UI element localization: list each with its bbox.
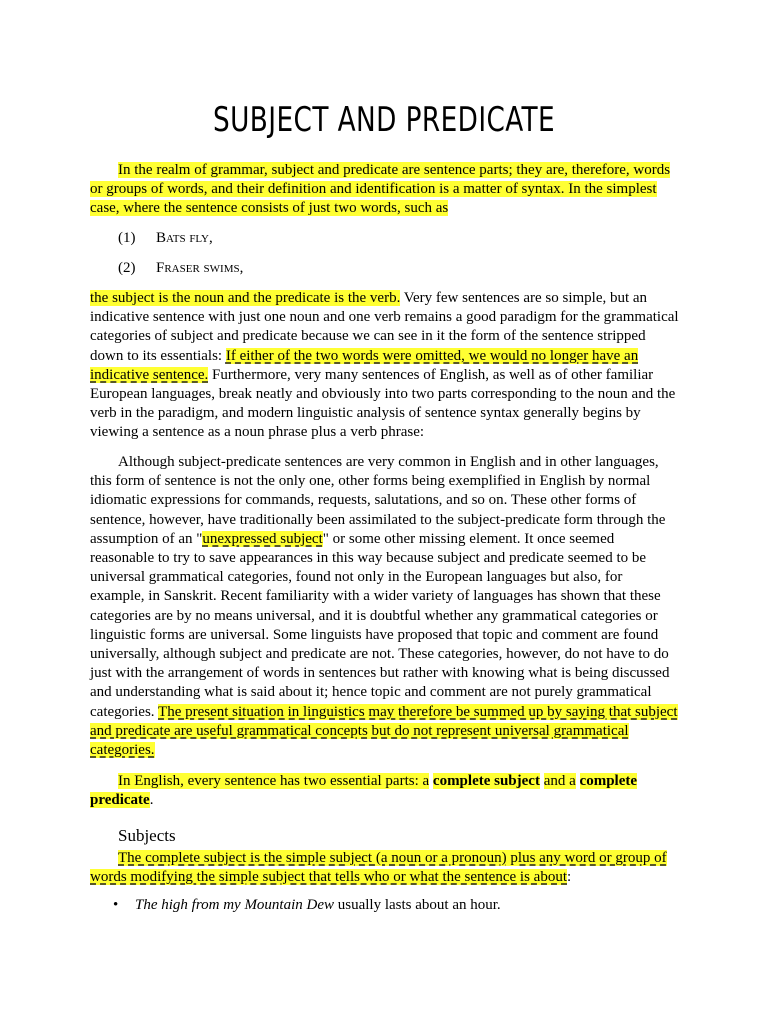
highlighted-text: the subject is the noun and the predicate is the verb. (90, 290, 401, 306)
bullet-icon: • (113, 897, 119, 913)
bullet-item (113, 897, 501, 914)
page-title: SUBJECT AND PREDICATE (212, 100, 556, 140)
body-text: . (149, 792, 154, 809)
italic-text: The high from my Mountain Dew (135, 897, 335, 913)
highlighted-underlined-text: If either of the two words were omitted, we would no longer have an indicative sentence. (90, 347, 639, 383)
bold-term: complete predicate (90, 773, 638, 809)
paragraph-four (90, 772, 680, 810)
example-1 (118, 230, 213, 247)
paragraph-intro (90, 161, 680, 219)
highlighted-underlined-text: The present situation in linguistics may therefore be summed up by saying that subject and predicate are useful grammatical concepts but do not represent universal grammatical categories. (90, 703, 678, 759)
body-text: Furthermore, very many sentences of English, as well as of other familiar European languages, break neatly and obviously into two parts corresponding to the noun and the verb in the paradigm, and modern linguistic analysis of sentence syntax generally begins by viewing a sentence as a noun phrase plus a verb phrase: (90, 366, 676, 441)
paragraph-five (90, 849, 680, 887)
highlighted-text: In the realm of grammar, subject and predicate are sentence parts; they are, therefore, words or groups of words, and their definition and identification is a matter of syntax. In the simplest case, where the sentence consists of just two words, such as (90, 162, 671, 217)
paragraph-three (90, 453, 680, 760)
highlighted-text: and a (543, 773, 576, 789)
bold-term: complete subject (432, 773, 540, 789)
example-2 (118, 260, 243, 277)
highlighted-underlined-text: unexpressed subject (202, 530, 323, 547)
highlighted-text: In English, every sentence has two essential parts: a (118, 773, 430, 789)
body-text: usually lasts about an hour. (334, 897, 501, 913)
body-text: Although subject-predicate sentences are very common in English and in other languages, this form of sentence is not the only one, other forms being exemplified in English by normal idiomatic expressions for commands, requests, salutations, and so on. These other forms of sentence, however, have traditionally been assimilated to the subject-predicate form through the assumption of an " (90, 454, 666, 547)
section-heading: Subjects (118, 826, 176, 845)
example-number: (1) (118, 230, 136, 246)
example-text: Fraser swims, (156, 260, 244, 276)
body-text: " or some other missing element. It once seemed reasonable to try to save appearances in this way because subject and predicate seemed to be universal grammatical categories, found not only in the European languages but also, for example, in Sanskrit. Recent familiarity with a wider variety of languages has shown that these categories are by no means universal, and it is doubtful whether any grammatical categories or linguistic forms are universal. Some linguists have proposed that topic and comment are found universally, although subject and predicate are not. These categories, however, do not have to do just with the arrangement of words in sentences but rather with knowing what is being discussed and understanding what is said about it; hence topic and comment are not purely grammatical categories. (90, 530, 670, 720)
paragraph-two (90, 289, 680, 443)
example-text: Bats fly, (156, 230, 213, 246)
highlighted-underlined-text: The complete subject is the simple subject (a noun or a pronoun) plus any word or group of words modifying the simple subject that tells who or what the sentence is about (90, 850, 667, 886)
example-number: (2) (118, 260, 136, 276)
body-text: : (567, 869, 572, 886)
body-text: Very few sentences are so simple, but an indicative sentence with just one noun and one verb remains a good paradigm for the grammatical categories of subject and predicate because we can see in it the form of the sentence stripped down to its essentials: (90, 290, 679, 364)
